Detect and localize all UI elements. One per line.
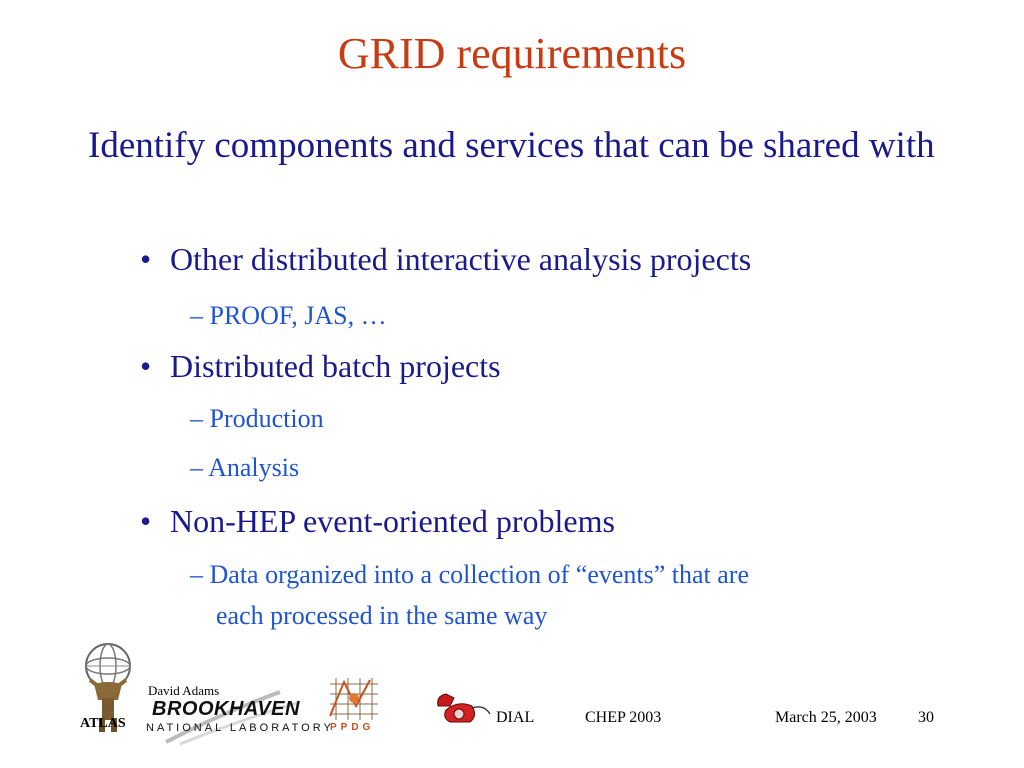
bullet-icon: •	[140, 503, 152, 539]
ppdg-label: PPDG	[330, 722, 375, 733]
bullet-icon: •	[140, 241, 152, 277]
atlas-label: ATLAS	[80, 716, 126, 731]
page-number: 30	[918, 709, 934, 726]
footer-conference: CHEP 2003	[585, 709, 662, 726]
lead-text: Identify components and services that can be shared with	[88, 125, 935, 166]
sub-item: – Production	[190, 404, 324, 433]
slide-title: GRID requirements	[337, 29, 687, 78]
brookhaven-name: BROOKHAVEN	[152, 698, 300, 720]
bullet-item	[140, 241, 752, 278]
sub-item-continuation: each processed in the same way	[216, 601, 548, 630]
sub-item: – Data organized into a collection of “events” that are	[190, 560, 749, 589]
sub-item: – Analysis	[190, 453, 300, 482]
footer-date: March 25, 2003	[775, 709, 877, 726]
brookhaven-subtitle: NATIONAL LABORATORY	[146, 722, 334, 734]
footer-project: DIAL	[496, 709, 535, 726]
bullet-icon: •	[140, 348, 152, 384]
author-name: David Adams	[148, 683, 220, 698]
bullet-text: Other distributed interactive analysis projects	[170, 241, 752, 277]
bullet-text: Distributed batch projects	[170, 348, 501, 384]
telephone-icon	[432, 688, 494, 728]
bullet-item	[140, 503, 615, 540]
sub-item: – PROOF, JAS, …	[190, 301, 387, 330]
bullet-item	[140, 348, 501, 385]
ppdg-logo-icon	[326, 676, 382, 722]
bullet-text: Non-HEP event-oriented problems	[170, 503, 615, 539]
